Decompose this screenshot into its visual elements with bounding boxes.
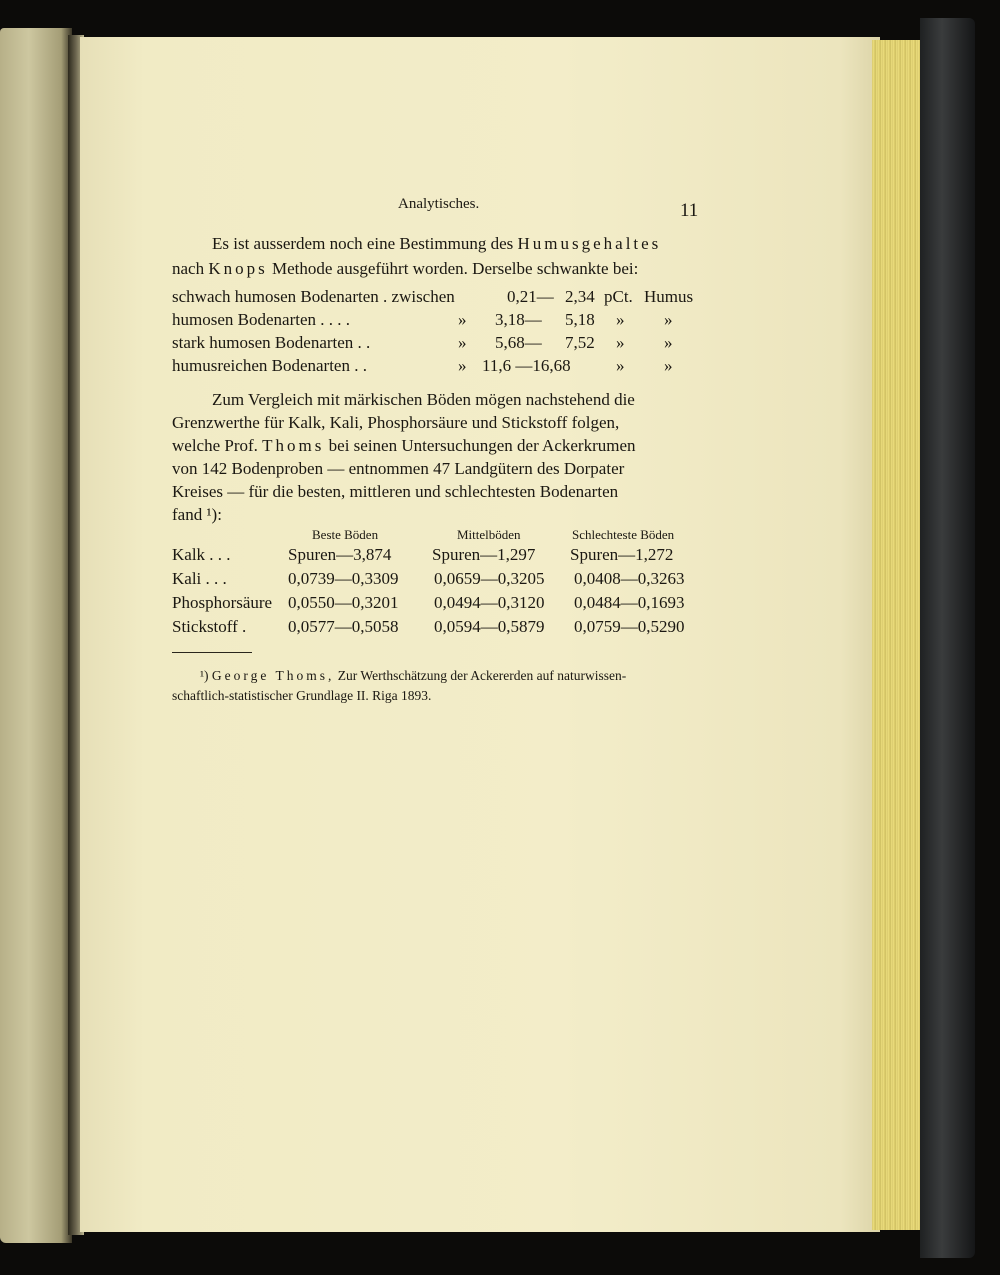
humus-row xyxy=(172,287,702,309)
book-cover xyxy=(920,18,975,1258)
humus-range: 11,6 —16,68 xyxy=(482,356,571,375)
nutrient-row xyxy=(172,569,702,591)
humus-unit: » xyxy=(616,310,625,329)
humus-mark: » xyxy=(458,356,467,375)
comparison-line: Kreises — für die besten, mittleren und schlechtesten Bodenarten xyxy=(172,482,619,501)
nutrient-worst: Spuren—1,272 xyxy=(570,545,674,564)
humus-what: » xyxy=(664,310,673,329)
nutrient-name: Phosphorsäure xyxy=(172,593,273,612)
comparison-line: Zum Vergleich mit märkischen Böden mögen nachstehend die xyxy=(212,390,635,409)
comparison-text: welche Prof. xyxy=(172,436,263,455)
nutrient-name: Stickstoff . xyxy=(172,617,247,636)
humus-label: humusreichen Bodenarten . . xyxy=(172,356,367,375)
facing-page xyxy=(0,28,72,1243)
column-header: Mittelböden xyxy=(457,527,521,542)
footnote-line-1 xyxy=(200,668,626,684)
nutrient-best: 0,0550—0,3201 xyxy=(288,593,399,612)
comparison-text: bei seinen Untersuchungen der Ackerkrumen xyxy=(324,436,636,455)
nutrient-mid: Spuren—1,297 xyxy=(432,545,536,564)
page-number: 11 xyxy=(680,200,699,221)
nutrient-name: Kali . . . xyxy=(172,569,227,588)
comparison-line: von 142 Bodenproben — entnommen 47 Landgütern des Dorpater xyxy=(172,459,625,478)
nutrient-mid: 0,0594—0,5879 xyxy=(434,617,545,636)
comparison-line xyxy=(172,436,636,456)
humus-unit: » xyxy=(616,333,625,352)
humus-low: 3,18— xyxy=(495,310,542,329)
nutrient-worst: 0,0484—0,1693 xyxy=(574,593,685,612)
humus-high: 2,34 xyxy=(565,287,595,306)
nutrient-row xyxy=(172,593,702,615)
humus-high: 7,52 xyxy=(565,333,595,352)
humus-unit: pCt. xyxy=(604,287,633,306)
intro-emphasis: Humusgehaltes xyxy=(517,234,662,253)
nutrient-best: Spuren—3,874 xyxy=(288,545,392,564)
comparison-line: fand ¹): xyxy=(172,505,222,524)
nutrient-mid: 0,0494—0,3120 xyxy=(434,593,545,612)
humus-mark: » xyxy=(458,310,467,329)
nutrient-row xyxy=(172,545,702,567)
humus-row xyxy=(172,356,702,378)
nutrient-name: Kalk . . . xyxy=(172,545,231,564)
footnote-line-2: schaftlich-statistischer Grundlage II. Riga 1893. xyxy=(172,688,432,703)
humus-row xyxy=(172,310,702,332)
intro-text: Methode ausgeführt worden. Derselbe schwankte bei: xyxy=(267,259,639,278)
comparison-line: Grenzwerthe für Kalk, Kali, Phosphorsäure und Stickstoff folgen, xyxy=(172,413,620,432)
column-header: Beste Böden xyxy=(312,527,379,542)
footnote-divider xyxy=(172,652,252,653)
intro-text: nach xyxy=(172,259,209,278)
nutrient-mid: 0,0659—0,3205 xyxy=(434,569,545,588)
nutrient-best: 0,0739—0,3309 xyxy=(288,569,399,588)
nutrient-worst: 0,0759—0,5290 xyxy=(574,617,685,636)
comparison-author: Thoms xyxy=(262,436,325,455)
humus-label: humosen Bodenarten . . . . xyxy=(172,310,350,329)
column-header: Schlechteste Böden xyxy=(572,527,675,542)
humus-what: » xyxy=(664,333,673,352)
humus-row xyxy=(172,333,702,355)
humus-mark: » xyxy=(458,333,467,352)
intro-text: Es ist ausserdem noch eine Bestimmung des xyxy=(212,234,518,253)
nutrient-row xyxy=(172,617,702,639)
humus-label: stark humosen Bodenarten . . xyxy=(172,333,371,352)
humus-unit: » xyxy=(616,356,625,375)
humus-high: 5,18 xyxy=(565,310,595,329)
nutrient-best: 0,0577—0,5058 xyxy=(288,617,399,636)
running-title: Analytisches. xyxy=(398,196,480,212)
intro-line-2 xyxy=(172,259,638,279)
humus-what: Humus xyxy=(644,287,694,306)
footnote-marker: ¹) xyxy=(200,668,209,683)
nutrient-worst: 0,0408—0,3263 xyxy=(574,569,685,588)
humus-what: » xyxy=(664,356,673,375)
footnote-author: George Thoms, xyxy=(211,668,335,683)
humus-low: 0,21— xyxy=(507,287,554,306)
humus-label: schwach humosen Bodenarten . zwischen xyxy=(172,287,455,306)
intro-line-1 xyxy=(212,234,661,254)
intro-author: Knops xyxy=(208,259,268,278)
humus-low: 5,68— xyxy=(495,333,542,352)
footnote-text: Zur Werthschätzung der Ackererden auf naturwissen- xyxy=(334,668,627,683)
